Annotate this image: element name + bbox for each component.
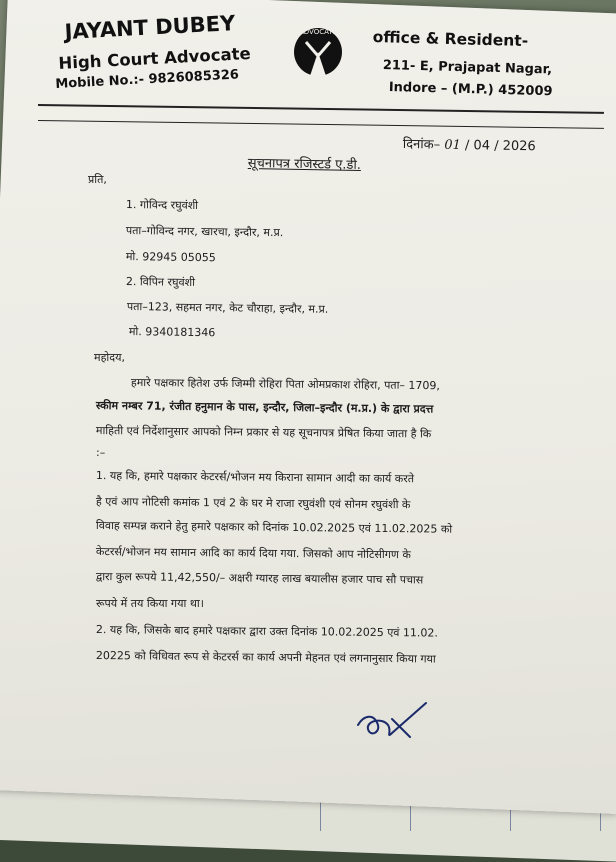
date-label: दिनांक–	[402, 136, 441, 153]
salutation: महोदय,	[94, 351, 125, 364]
intro-line-4: :–	[96, 446, 106, 459]
recipient-1-address: पता–गोविन्द नगर, खारचा, इन्दौर, म.प्र.	[125, 223, 284, 240]
handwritten-signature	[352, 695, 432, 745]
intro-line-1: हमारे पक्षकार हितेश उर्फ जिम्मी रोहिरा पिता ओमप्रकाश रोहिरा, पता– 1709,	[130, 375, 441, 393]
para1-line-1: 1. यह कि, हमारे पक्षकार केटरर्स/भोजन मय किराना सामान आदी का कार्य करते	[95, 468, 415, 486]
date-rest: / 04 / 2026	[464, 138, 536, 155]
para1-line-2: है एवं आप नोटिसी कमांक 1 एवं 2 के घर मे राजा रघुवंशी एवं सोनम रघुवंशी के	[95, 494, 411, 512]
para1-line-3: विवाह सम्पन्न कराने हेतु हमारे पक्षकार को दिनांक 10.02.2025 एवं 11.02.2025 को	[95, 518, 453, 536]
recipient-2-address: पता–123, सहमत नगर, केट चौराहा, इन्दौर, म.प्र.	[126, 299, 329, 316]
recipient-1-mobile: मो. 92945 05055	[125, 249, 216, 265]
logo-text: ADVOCATE	[298, 28, 338, 36]
para2-line-1: 2. यह कि, जिसके बाद हमारे पक्षकार द्वारा उक्त दिनांक 10.02.2025 एवं 11.02.	[95, 622, 438, 640]
office-address-line1: 211- E, Prajapat Nagar,	[382, 58, 553, 78]
advocate-name: JAYANT DUBEY	[64, 11, 236, 44]
recipient-2-mobile: मो. 9340181346	[128, 324, 216, 340]
subject-line: सूचनापत्र रजिस्टर्ड ए.डी.	[247, 155, 362, 173]
para1-line-5: द्वारा कुल रूपये 11,42,550/– अक्षरी ग्यारह लाख बयालीस हजार पाच सौ पचास	[95, 569, 424, 587]
date-day: 01	[444, 137, 461, 154]
office-address-line2: Indore – (M.P.) 452009	[388, 80, 553, 100]
para2-line-2: 20225 को विधिवत रूप से केटरर्स का कार्य अपनी मेहनत एवं लगनानुसार किया गया	[95, 648, 436, 666]
intro-line-3: माहिती एवं निर्देशानुसार आपको निम्न प्रकार से यह सूचनापत्र प्रेषित किया जाता है कि	[95, 423, 432, 441]
intro-line-2: स्कीम नम्बर 71, रंजीत हनुमान के पास, इन्दौर, जिला–इन्दौर (म.प्र.) के द्वारा प्रदत्त	[95, 398, 434, 416]
recipient-1-name: 1. गोविन्द रघुवंशी	[125, 197, 199, 213]
para1-line-6: रूपये में तय किया गया था।	[96, 597, 204, 610]
recipient-2-name: 2. विपिन रघुवंशी	[125, 274, 196, 289]
office-heading: office & Resident-	[372, 28, 529, 51]
advocate-title: High Court Advocate	[58, 43, 252, 73]
para1-line-4: केटरर्स/भोजन मय सामान आदि का कार्य दिया गया. जिसको आप नोटिसीगण के	[95, 544, 411, 562]
to-line: प्रति,	[88, 173, 107, 186]
date-line	[403, 134, 536, 154]
advocate-mobile: Mobile No.:- 9826085326	[55, 67, 240, 92]
